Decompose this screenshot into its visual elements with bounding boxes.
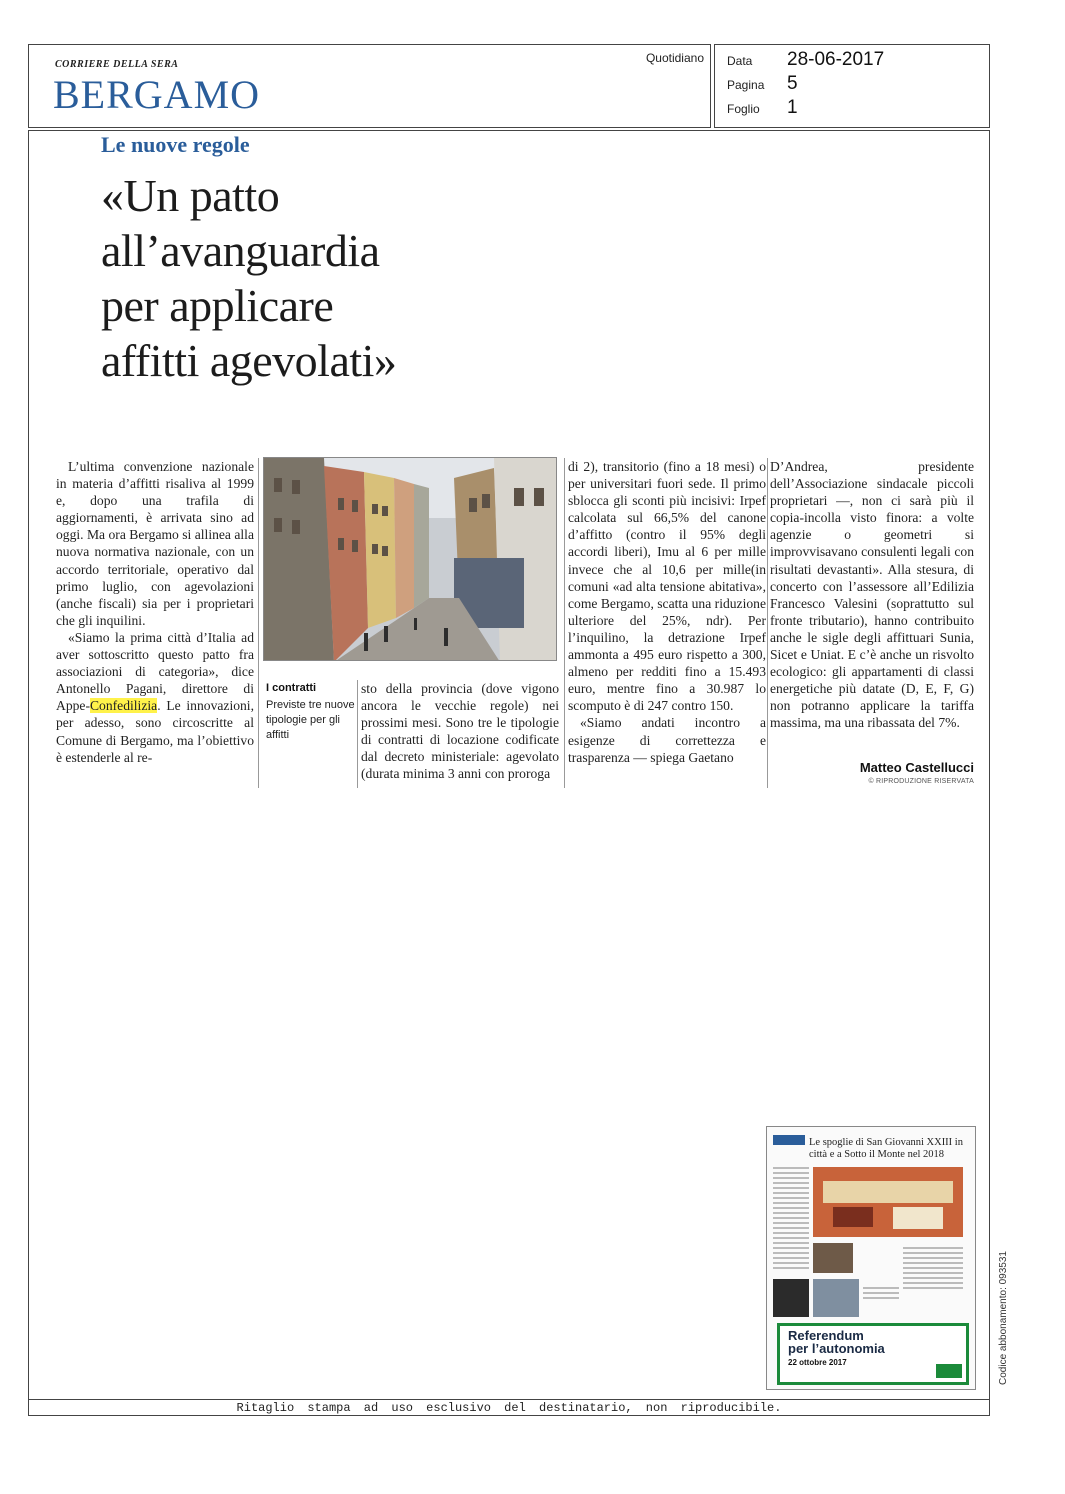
article-kicker: Le nuove regole bbox=[101, 132, 250, 157]
footer-notice: Ritaglio stampa ad uso esclusivo del destinatario, non riproducibile. bbox=[28, 1399, 990, 1416]
region-logo-icon bbox=[936, 1364, 962, 1378]
newspaper-logo-small: CORRIERE DELLA SERA bbox=[55, 59, 179, 70]
subscription-code: Codice abbonamento: 093531 bbox=[998, 1251, 1009, 1385]
ad-title-line: Referendum bbox=[788, 1328, 864, 1343]
thumbnail-headline: Le spoglie di San Giovanni XXIII in città e a Sotto il Monte nel 2018 bbox=[809, 1137, 963, 1160]
column-divider bbox=[357, 680, 358, 788]
paragraph: sto della provincia (dove vigono ancora le vecchie regole) nei prossimi mesi. Sono tre le tipologie di contratti di locazione codificate dal decreto ministeriale: agevolato (durata minima 3 anni con proroga bbox=[361, 681, 559, 782]
column-divider bbox=[767, 458, 768, 788]
thumbnail-content bbox=[773, 1167, 971, 1317]
publication-type: Quotidiano bbox=[645, 51, 704, 65]
meta-sheet-value: 1 bbox=[787, 97, 798, 118]
headline-line: all’avanguardia bbox=[101, 225, 380, 276]
paragraph: di 2), transitorio (fino a 18 mesi) o per universitari fuori sede. Il primo sblocca gli sconti più incisivi: Irpef calcolata sul 66,5% del canone d’affitto (contro il 95% degli accordi liberi), Imu al 6 per mille invece che al 10,6 per mille(in comuni «ad alta tensione abitativa», come Bergamo, scatta una riduzione ulteriore del 25%, ndr). Per l’inquilino, la detrazione Irpef ammonta a 495 euro rispetto a 300, almeno per redditi fino a 15.493 euro, mentre fino a 30.987 lo scomputo è di 247 contro 150. bbox=[568, 459, 766, 714]
paragraph-with-highlight bbox=[56, 629, 254, 766]
column-divider bbox=[564, 458, 565, 788]
article-headline bbox=[101, 168, 501, 388]
headline-line: «Un patto bbox=[101, 170, 280, 221]
headline-line: per applicare bbox=[101, 280, 334, 331]
article-column-1 bbox=[56, 458, 254, 766]
column-divider bbox=[258, 458, 259, 788]
paragraph-text: . Le innovazioni, per adesso, sono circoscritte al Comune di Bergamo, ma l’obiettivo è estenderle al re- bbox=[56, 698, 254, 765]
referendum-ad bbox=[777, 1323, 969, 1385]
front-page-thumbnail bbox=[766, 1126, 976, 1390]
paragraph-text: «Siamo la prima città d’Italia ad aver sottoscritto questo patto fra associazioni di categoria», dice Antonello Pagani, direttore di Appe- bbox=[56, 629, 254, 714]
headline-line: affitti agevolati» bbox=[101, 335, 397, 386]
meta-date-row bbox=[727, 49, 884, 71]
newspaper-logo: BERGAMO bbox=[53, 72, 261, 117]
metadata-box bbox=[714, 44, 990, 128]
meta-date-label: Data bbox=[727, 54, 753, 68]
article-byline: Matteo Castellucci bbox=[859, 760, 974, 775]
paragraph: D’Andrea, presidente dell’Associazione sindacale piccoli proprietari —, non ci sarà più il copia-incolla visto finora: a volte agenzie o geometri si improvvisavano consulenti legali con risultati devastanti». Alla stesura, di concerto con l’assessore all’Edilizia Francesco Valesini (soprattutto sul fronte tributario), hanno contribuito anche le sigle degli affittuari Sunia, Sicet e Uniat. E c’è anche un risvolto ecologico: gli appartamenti di classi energetiche più datate (D, E, F, G) non potranno applicare la tariffa massima, ma una ribassata del 7%. bbox=[770, 459, 974, 731]
meta-date-value: 28-06-2017 bbox=[787, 49, 885, 70]
article-column-4 bbox=[568, 458, 766, 766]
meta-sheet-label: Foglio bbox=[727, 102, 760, 116]
article-column-3 bbox=[361, 680, 559, 783]
street-photo-image bbox=[264, 458, 557, 661]
ad-title bbox=[788, 1329, 885, 1355]
thumbnail-logo bbox=[773, 1135, 805, 1145]
meta-sheet-row bbox=[727, 97, 798, 119]
ad-title-line: per l’autonomia bbox=[788, 1341, 885, 1356]
ad-date: 22 ottobre 2017 bbox=[788, 1358, 847, 1367]
photo-caption-title: I contratti bbox=[266, 682, 317, 694]
highlighted-term: Confedilizia bbox=[89, 698, 158, 714]
article-column-5 bbox=[770, 458, 974, 732]
photo-caption-text: Previste tre nuove tipologie per gli affitti bbox=[266, 699, 355, 741]
meta-page-value: 5 bbox=[787, 73, 798, 94]
paragraph: L’ultima convenzione nazionale in materia d’affitti risaliva al 1999 e, dopo una trafila di aggiornamenti, è arrivata sino ad oggi. Ma ora Bergamo si allinea alla nuova normativa nazionale, con un accordo territoriale, operativo dal primo luglio, con agevolazioni (anche fiscali) sia per i proprietari che gli inquilini. bbox=[56, 459, 254, 628]
paragraph: «Siamo andati incontro a esigenze di correttezza e trasparenza — spiega Gaetano bbox=[568, 715, 766, 765]
copyright-notice: © RIPRODUZIONE RISERVATA bbox=[868, 778, 974, 785]
masthead-box bbox=[28, 44, 711, 128]
street-photo bbox=[263, 457, 557, 661]
meta-page-label: Pagina bbox=[727, 78, 765, 92]
meta-page-row bbox=[727, 73, 798, 95]
